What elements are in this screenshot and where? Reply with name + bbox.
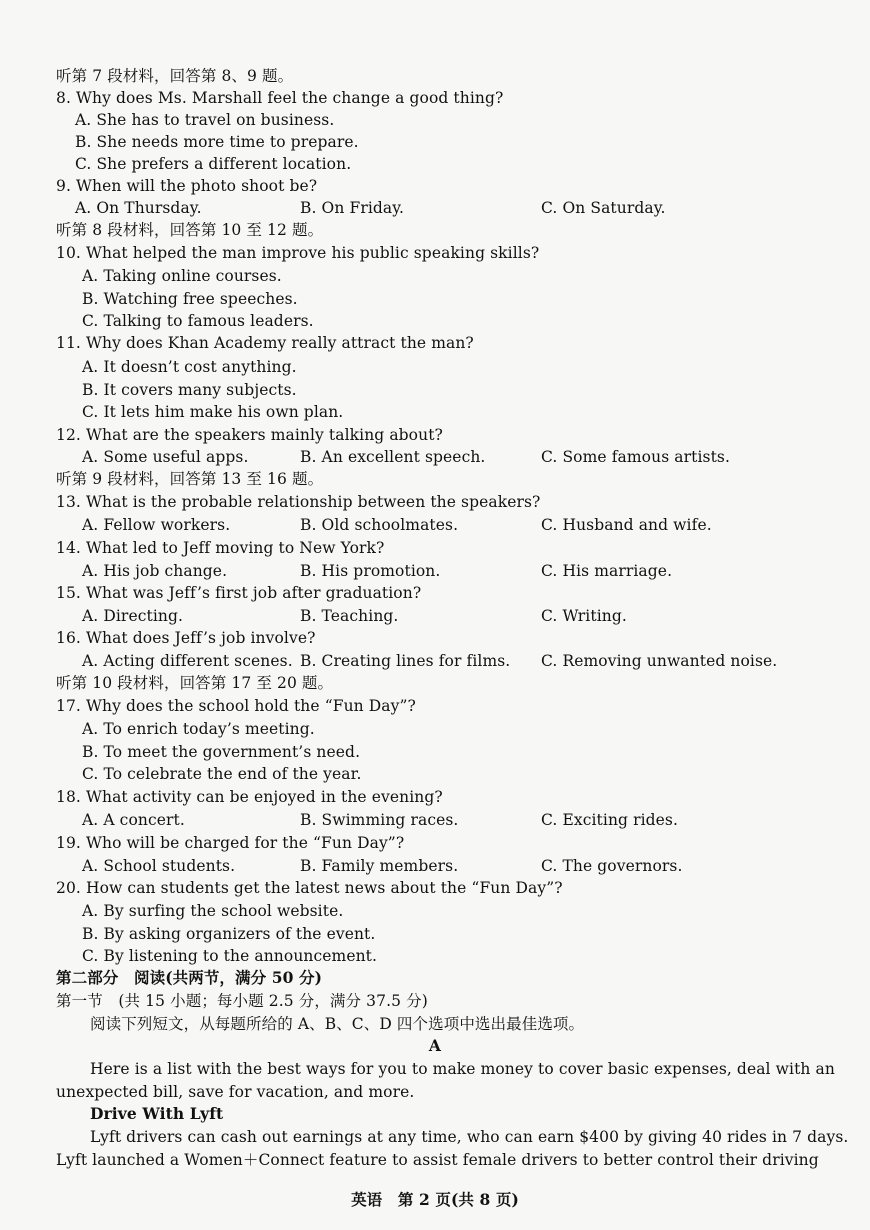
option-12b: B. An excellent speech. — [300, 448, 486, 466]
option-16c: C. Removing unwanted noise. — [541, 652, 778, 670]
option-10c: C. Talking to famous leaders. — [82, 312, 314, 330]
question-13: 13. What is the probable relationship between the speakers? — [56, 493, 541, 511]
question-8: 8. Why does Ms. Marshall feel the change a good thing? — [56, 89, 504, 107]
passage-paragraph-1-line-2: unexpected bill, save for vacation, and more. — [56, 1083, 415, 1101]
option-17b: B. To meet the government’s need. — [82, 743, 361, 761]
option-8c: C. She prefers a different location. — [75, 155, 352, 173]
option-11a: A. It doesn’t cost anything. — [82, 358, 297, 376]
question-18: 18. What activity can be enjoyed in the evening? — [56, 788, 443, 806]
option-17c: C. To celebrate the end of the year. — [82, 765, 362, 783]
option-15a: A. Directing. — [82, 607, 184, 625]
question-9: 9. When will the photo shoot be? — [56, 177, 318, 195]
option-16a: A. Acting different scenes. — [82, 652, 293, 670]
option-13c: C. Husband and wife. — [541, 516, 712, 534]
listening-heading-7: 听第 7 段材料，回答第 8、9 题。 — [56, 67, 294, 85]
option-9a: A. On Thursday. — [75, 199, 202, 217]
option-20a: A. By surfing the school website. — [82, 902, 344, 920]
part-two-title: 第二部分 阅读(共两节，满分 50 分) — [56, 968, 323, 987]
option-13a: A. Fellow workers. — [82, 516, 231, 534]
passage-paragraph-1-line-1: Here is a list with the best ways for you to make money to cover basic expenses, deal with an — [90, 1060, 835, 1078]
page-footer: 英语 第 2 页(共 8 页) — [351, 1190, 519, 1209]
option-10a: A. Taking online courses. — [82, 267, 282, 285]
question-12: 12. What are the speakers mainly talking about? — [56, 426, 443, 444]
option-19c: C. The governors. — [541, 857, 683, 875]
option-8a: A. She has to travel on business. — [75, 111, 335, 129]
option-17a: A. To enrich today’s meeting. — [82, 720, 315, 738]
option-14a: A. His job change. — [82, 562, 228, 580]
passage-letter: A — [428, 1036, 442, 1055]
option-18a: A. A concert. — [82, 811, 185, 829]
passage-subheading: Drive With Lyft — [90, 1104, 224, 1123]
passage-paragraph-2-line-2: Lyft launched a Women＋Connect feature to assist female drivers to better control their driving — [56, 1151, 819, 1169]
section-one-title: 第一节 (共 15 小题；每小题 2.5 分，满分 37.5 分) — [56, 992, 428, 1010]
question-17: 17. Why does the school hold the “Fun Day”? — [56, 697, 416, 715]
question-10: 10. What helped the man improve his public speaking skills? — [56, 244, 540, 262]
option-16b: B. Creating lines for films. — [300, 652, 511, 670]
option-19a: A. School students. — [82, 857, 236, 875]
option-18b: B. Swimming races. — [300, 811, 459, 829]
option-10b: B. Watching free speeches. — [82, 290, 298, 308]
option-20b: B. By asking organizers of the event. — [82, 925, 376, 943]
option-13b: B. Old schoolmates. — [300, 516, 459, 534]
option-11b: B. It covers many subjects. — [82, 381, 297, 399]
question-15: 15. What was Jeff’s first job after graduation? — [56, 584, 422, 602]
option-18c: C. Exciting rides. — [541, 811, 679, 829]
option-12a: A. Some useful apps. — [82, 448, 249, 466]
option-15b: B. Teaching. — [300, 607, 399, 625]
option-9b: B. On Friday. — [300, 199, 405, 217]
option-14b: B. His promotion. — [300, 562, 441, 580]
option-11c: C. It lets him make his own plan. — [82, 403, 344, 421]
question-19: 19. Who will be charged for the “Fun Day”? — [56, 834, 405, 852]
option-9c: C. On Saturday. — [541, 199, 666, 217]
listening-heading-9: 听第 9 段材料，回答第 13 至 16 题。 — [56, 470, 324, 488]
question-16: 16. What does Jeff’s job involve? — [56, 629, 316, 647]
listening-heading-8: 听第 8 段材料，回答第 10 至 12 题。 — [56, 221, 324, 239]
option-8b: B. She needs more time to prepare. — [75, 133, 359, 151]
option-20c: C. By listening to the announcement. — [82, 947, 378, 965]
option-19b: B. Family members. — [300, 857, 459, 875]
question-14: 14. What led to Jeff moving to New York? — [56, 539, 385, 557]
reading-instruction: 阅读下列短文，从每题所给的 A、B、C、D 四个选项中选出最佳选项。 — [90, 1015, 585, 1033]
question-11: 11. Why does Khan Academy really attract the man? — [56, 334, 474, 352]
option-12c: C. Some famous artists. — [541, 448, 730, 466]
listening-heading-10: 听第 10 段材料，回答第 17 至 20 题。 — [56, 674, 334, 692]
option-15c: C. Writing. — [541, 607, 627, 625]
option-14c: C. His marriage. — [541, 562, 673, 580]
question-20: 20. How can students get the latest news about the “Fun Day”? — [56, 879, 563, 897]
passage-paragraph-2-line-1: Lyft drivers can cash out earnings at any time, who can earn $400 by giving 40 rides in 7 days. — [90, 1128, 849, 1146]
